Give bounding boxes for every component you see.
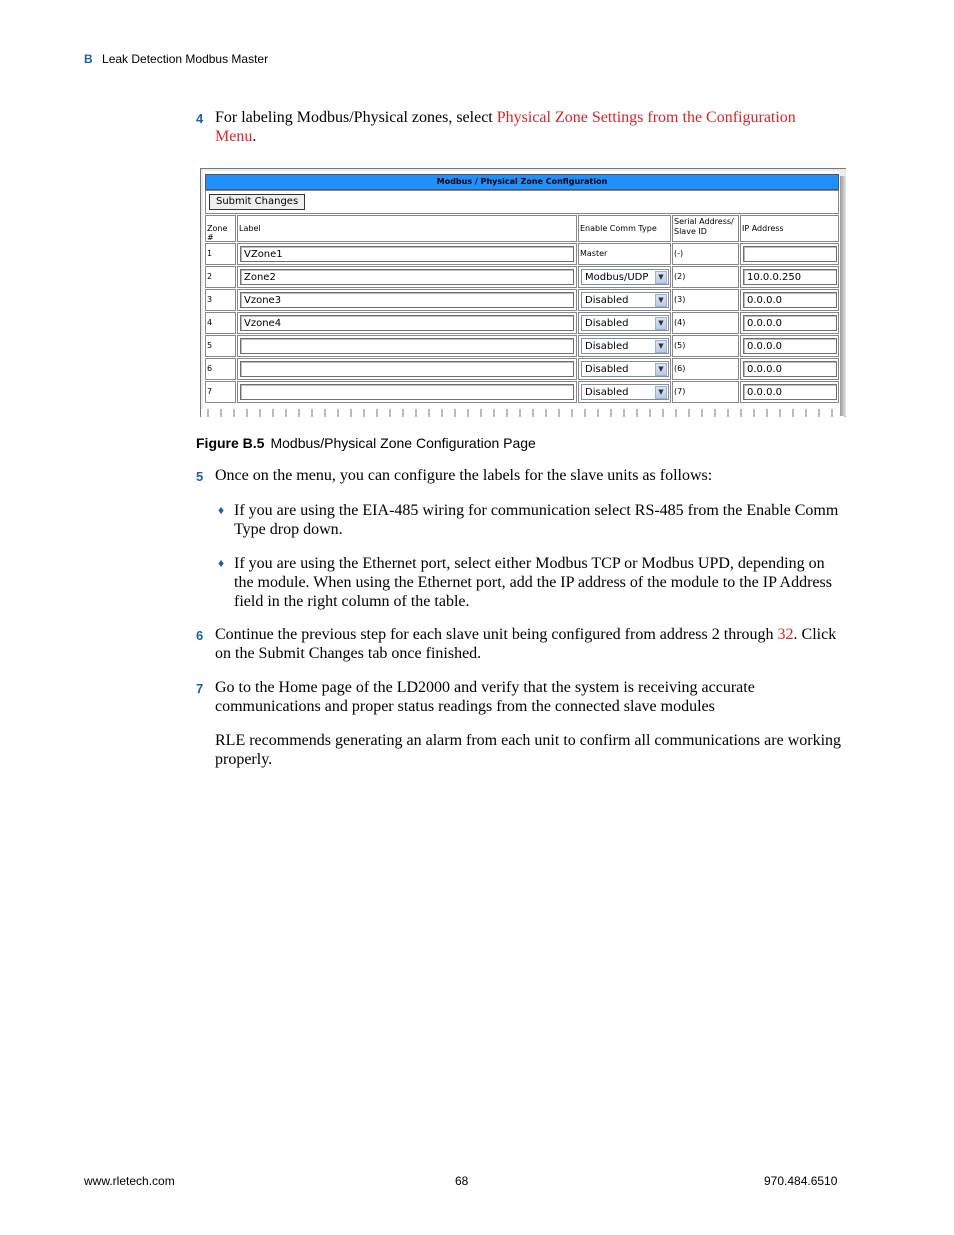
- zone-label-input[interactable]: Zone2: [240, 269, 574, 285]
- ip-address-input[interactable]: 0.0.0.0: [743, 361, 837, 377]
- comm-type-value: Disabled: [585, 364, 629, 375]
- ip-address-input[interactable]: 0.0.0.0: [743, 384, 837, 400]
- torn-edge: [201, 409, 846, 417]
- step-7: [196, 678, 841, 716]
- zone-config-screenshot: [200, 168, 846, 417]
- section-title: Leak Detection Modbus Master: [102, 52, 269, 66]
- zone-label-input[interactable]: Vzone4: [240, 315, 574, 331]
- step-number: 4: [196, 111, 204, 126]
- submit-changes-button[interactable]: Submit Changes: [209, 194, 305, 210]
- slave-id-cell: (6): [672, 358, 739, 380]
- chevron-down-icon[interactable]: ▼: [655, 386, 667, 399]
- zone-number-cell: 6: [205, 358, 236, 380]
- comm-type-value: Disabled: [585, 318, 629, 329]
- chevron-down-icon[interactable]: ▼: [655, 317, 667, 330]
- col-header-slave: Serial Address/ Slave ID: [672, 215, 739, 242]
- slave-id-cell: (4): [672, 312, 739, 334]
- zone-number-cell: 1: [205, 243, 236, 265]
- ip-address-input[interactable]: 0.0.0.0: [743, 338, 837, 354]
- step-number: 5: [196, 469, 204, 484]
- comm-type-select[interactable]: [581, 338, 669, 354]
- slave-id-cell: (3): [672, 289, 739, 311]
- comm-type-value: Disabled: [585, 295, 629, 306]
- chevron-down-icon[interactable]: ▼: [655, 294, 667, 307]
- zone-label-input[interactable]: [240, 361, 574, 377]
- comm-type-select[interactable]: [581, 315, 669, 331]
- comm-type-value: Modbus/UDP: [585, 272, 649, 283]
- footer-phone: 970.484.6510: [764, 1174, 838, 1188]
- step-5: [196, 466, 841, 485]
- footer-page-number: 68: [455, 1174, 469, 1188]
- zone-number-cell: 7: [205, 381, 236, 403]
- address-link[interactable]: 32: [777, 626, 794, 643]
- step-text: [215, 625, 841, 663]
- comm-type-select[interactable]: [581, 292, 669, 308]
- section-letter: B: [84, 52, 93, 66]
- recommendation-paragraph: RLE recommends generating an alarm from each unit to confirm all communications are working properly.: [215, 732, 842, 768]
- chevron-down-icon[interactable]: ▼: [655, 363, 667, 376]
- ip-address-input[interactable]: 0.0.0.0: [743, 292, 837, 308]
- ip-address-input[interactable]: 0.0.0.0: [743, 315, 837, 331]
- slave-id-cell: (-): [672, 243, 739, 265]
- step-6-text: Continue the previous step for each slave unit being configured from address 2 through: [215, 626, 778, 643]
- config-menu-link[interactable]: Physical Zone Settings from the Configuration Menu: [215, 109, 796, 145]
- zone-label-input[interactable]: Vzone3: [240, 292, 574, 308]
- col-header-zone: Zone #: [205, 215, 236, 242]
- step-4: [196, 108, 841, 146]
- zone-label-input[interactable]: [240, 384, 574, 400]
- bullet-item: [218, 554, 842, 611]
- comm-type-value: Disabled: [585, 387, 629, 398]
- zone-number-cell: 3: [205, 289, 236, 311]
- diamond-bullet-icon: ♦: [218, 556, 225, 570]
- zone-label-input[interactable]: VZone1: [240, 246, 574, 262]
- chevron-down-icon[interactable]: ▼: [655, 340, 667, 353]
- zone-number-cell: 5: [205, 335, 236, 357]
- comm-type-select[interactable]: [581, 361, 669, 377]
- step-number: 6: [196, 628, 204, 643]
- config-title-bar: Modbus / Physical Zone Configuration: [205, 174, 839, 190]
- diamond-bullet-icon: ♦: [218, 503, 225, 517]
- step-6: [196, 625, 841, 663]
- ip-address-input[interactable]: [743, 246, 837, 262]
- zone-number-cell: 4: [205, 312, 236, 334]
- bullet-item: [218, 501, 842, 539]
- screenshot-shadow: [840, 176, 846, 416]
- slave-id-cell: (2): [672, 266, 739, 288]
- bullet-text: If you are using the EIA-485 wiring for communication select RS-485 from the Enable Comm Type drop down.: [234, 502, 839, 538]
- comm-type-select[interactable]: [581, 384, 669, 400]
- step-4-end: .: [252, 128, 257, 145]
- step-4-text: For labeling Modbus/Physical zones, select: [215, 109, 497, 126]
- figure-title: Modbus/Physical Zone Configuration Page: [270, 435, 536, 451]
- slave-id-cell: (5): [672, 335, 739, 357]
- col-header-label: Label: [237, 215, 577, 242]
- zone-label-input[interactable]: [240, 338, 574, 354]
- ip-address-input[interactable]: 10.0.0.250: [743, 269, 837, 285]
- figure-caption: [196, 435, 536, 451]
- zone-number-cell: 2: [205, 266, 236, 288]
- step-text: [215, 108, 841, 146]
- step-text: Once on the menu, you can configure the labels for the slave units as follows:: [215, 467, 713, 484]
- step-6-end: . Click on the Submit Changes tab once finished.: [215, 626, 837, 662]
- comm-type-select[interactable]: [581, 269, 669, 285]
- comm-type-cell: Master: [578, 243, 671, 265]
- comm-type-value: Disabled: [585, 341, 629, 352]
- footer-website: www.rletech.com: [84, 1174, 175, 1188]
- page-header: [84, 52, 268, 66]
- step-number: 7: [196, 681, 204, 696]
- bullet-text: If you are using the Ethernet port, select either Modbus TCP or Modbus UPD, depending on the module. When using the Ethernet port, add the IP address of the module to the IP Address field in the right column of the table.: [234, 555, 832, 610]
- slave-id-cell: (7): [672, 381, 739, 403]
- col-header-comm: Enable Comm Type: [578, 215, 671, 242]
- chevron-down-icon[interactable]: ▼: [655, 271, 667, 284]
- step-text: Go to the Home page of the LD2000 and verify that the system is receiving accurate communications and proper status readings from the connected slave modules: [215, 679, 755, 715]
- figure-label: Figure B.5: [196, 435, 265, 451]
- col-header-ip: IP Address: [740, 215, 839, 242]
